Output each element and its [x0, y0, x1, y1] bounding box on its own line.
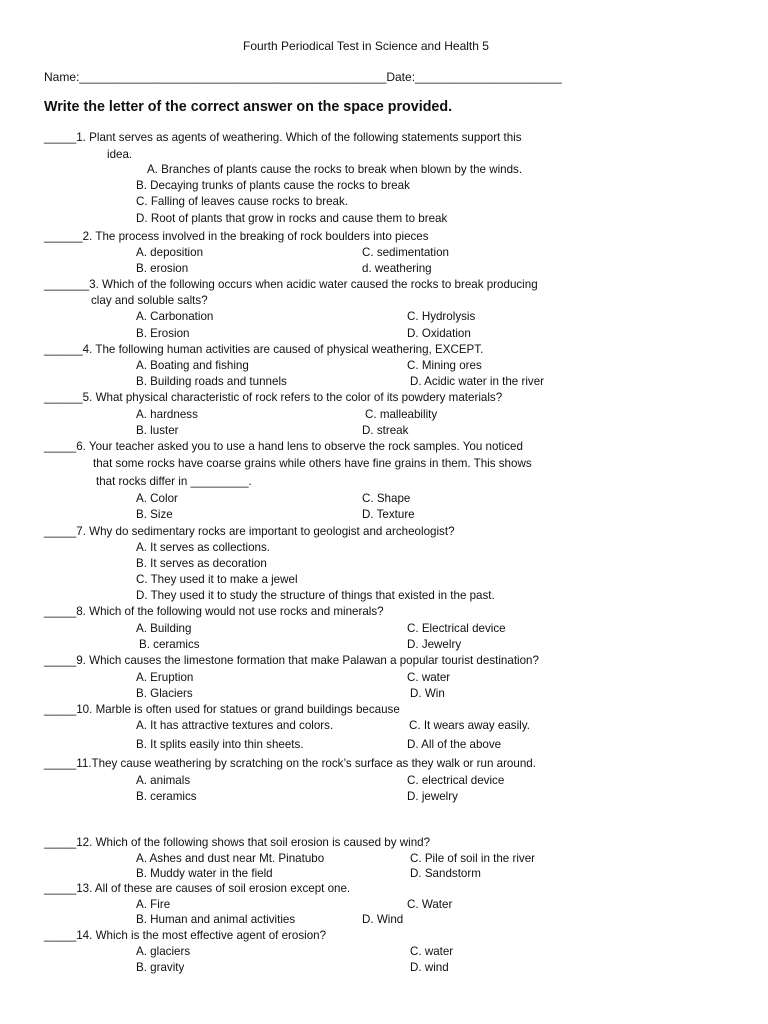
- question-7-choice-c: C. They used it to make a jewel: [136, 573, 298, 586]
- question-3-stem: _______3. Which of the following occurs when acidic water caused the rocks to break producing: [44, 278, 538, 291]
- question-12-choice-c: C. Pile of soil in the river: [410, 852, 536, 865]
- question-4-stem: ______4. The following human activities are caused of physical weathering, EXCEPT.: [44, 343, 484, 356]
- question-10-choice-b: B. It splits easily into thin sheets.: [136, 738, 304, 751]
- question-11-choice-c: C. electrical device: [407, 774, 505, 787]
- question-5-stem: ______5. What physical characteristic of rock refers to the color of its powdery materials?: [44, 391, 503, 404]
- question-11-choice-a: A. animals: [136, 774, 191, 787]
- question-4-choice-c: C. Mining ores: [407, 359, 482, 372]
- question-8-choice-c: C. Electrical device: [407, 622, 506, 635]
- question-9-stem: _____9. Which causes the limestone formation that make Palawan a popular tourist destination?: [44, 654, 539, 667]
- question-2-choice-a: A. deposition: [136, 246, 204, 259]
- question-7-choice-d: D. They used it to study the structure of things that existed in the past.: [136, 589, 495, 602]
- question-5-choice-c: C. malleability: [365, 408, 438, 421]
- question-1-stem-cont: idea.: [107, 148, 133, 161]
- question-1-choice-d: D. Root of plants that grow in rocks and cause them to break: [136, 212, 448, 225]
- question-7-stem: _____7. Why do sedimentary rocks are important to geologist and archeologist?: [44, 525, 455, 538]
- question-5-choice-b: B. luster: [136, 424, 179, 437]
- question-8-choice-a: A. Building: [136, 622, 192, 635]
- question-11-choice-b: B. ceramics: [136, 790, 197, 803]
- question-11-stem: _____11.They cause weathering by scratching on the rock’s surface as they walk or run around.: [44, 757, 536, 770]
- question-9-choice-c: C. water: [407, 671, 451, 684]
- question-14-choice-d: D. wind: [410, 961, 449, 974]
- question-10-stem: _____10. Marble is often used for statues or grand buildings because: [44, 703, 400, 716]
- question-12-choice-b: B. Muddy water in the field: [136, 867, 273, 880]
- question-14-choice-a: A. glaciers: [136, 945, 191, 958]
- question-3-choice-a: A. Carbonation: [136, 310, 214, 323]
- question-3-stem-cont: clay and soluble salts?: [91, 294, 208, 307]
- question-6-stem-cont-2: that rocks differ in _________.: [96, 475, 252, 488]
- name-date-line: Name:______________________________________________Date:______________________: [44, 70, 562, 84]
- question-12-choice-d: D. Sandstorm: [410, 867, 481, 880]
- question-6-choice-a: A. Color: [136, 492, 178, 505]
- question-3-choice-c: C. Hydrolysis: [407, 310, 476, 323]
- question-5-choice-a: A. hardness: [136, 408, 198, 421]
- question-3-choice-b: B. Erosion: [136, 327, 190, 340]
- question-10-choice-a: A. It has attractive textures and colors.: [136, 719, 334, 732]
- question-8-choice-d: D. Jewelry: [407, 638, 462, 651]
- question-7-choice-b: B. It serves as decoration: [136, 557, 267, 570]
- question-14-choice-c: C. water: [410, 945, 454, 958]
- question-1-choice-a: A. Branches of plants cause the rocks to break when blown by the winds.: [147, 163, 523, 176]
- question-1-choice-b: B. Decaying trunks of plants cause the rocks to break: [136, 179, 410, 192]
- question-11-choice-d: D. jewelry: [407, 790, 458, 803]
- question-4-choice-b: B. Building roads and tunnels: [136, 375, 287, 388]
- question-12-stem: _____12. Which of the following shows that soil erosion is caused by wind?: [44, 836, 431, 849]
- question-13-stem: _____13. All of these are causes of soil erosion except one.: [44, 882, 351, 895]
- question-1-choice-c: C. Falling of leaves cause rocks to break.: [136, 195, 349, 208]
- question-4-choice-d: D. Acidic water in the river: [410, 375, 545, 388]
- question-1-stem: _____1. Plant serves as agents of weathering. Which of the following statements support this: [44, 131, 522, 144]
- question-2-stem: ______2. The process involved in the breaking of rock boulders into pieces: [44, 230, 429, 243]
- question-6-choice-c: C. Shape: [362, 492, 411, 505]
- question-8-choice-b: B. ceramics: [139, 638, 200, 651]
- question-9-choice-a: A. Eruption: [136, 671, 194, 684]
- question-6-choice-d: D. Texture: [362, 508, 415, 521]
- question-6-stem: _____6. Your teacher asked you to use a hand lens to observe the rock samples. You noticed: [44, 440, 523, 453]
- question-2-choice-c: C. sedimentation: [362, 246, 449, 259]
- question-13-choice-d: D. Wind: [362, 913, 404, 926]
- question-6-stem-cont-1: that some rocks have coarse grains while others have fine grains in them. This shows: [93, 457, 532, 470]
- question-10-choice-c: C. It wears away easily.: [409, 719, 530, 732]
- question-7-choice-a: A. It serves as collections.: [136, 541, 271, 554]
- question-14-stem: _____14. Which is the most effective agent of erosion?: [44, 929, 327, 942]
- question-13-choice-b: B. Human and animal activities: [136, 913, 296, 926]
- question-6-choice-b: B. Size: [136, 508, 173, 521]
- page-title: Fourth Periodical Test in Science and Health 5: [243, 39, 489, 53]
- question-13-choice-c: C. Water: [407, 898, 453, 911]
- question-10-choice-d: D. All of the above: [407, 738, 502, 751]
- instructions: Write the letter of the correct answer on the space provided.: [44, 99, 453, 115]
- question-2-choice-d: d. weathering: [362, 262, 432, 275]
- question-5-choice-d: D. streak: [362, 424, 409, 437]
- question-9-choice-d: D. Win: [410, 687, 445, 700]
- question-12-choice-a: A. Ashes and dust near Mt. Pinatubo: [136, 852, 325, 865]
- question-3-choice-d: D. Oxidation: [407, 327, 471, 340]
- question-8-stem: _____8. Which of the following would not use rocks and minerals?: [44, 605, 384, 618]
- question-4-choice-a: A. Boating and fishing: [136, 359, 249, 372]
- question-14-choice-b: B. gravity: [136, 961, 185, 974]
- question-13-choice-a: A. Fire: [136, 898, 171, 911]
- question-2-choice-b: B. erosion: [136, 262, 189, 275]
- question-9-choice-b: B. Glaciers: [136, 687, 193, 700]
